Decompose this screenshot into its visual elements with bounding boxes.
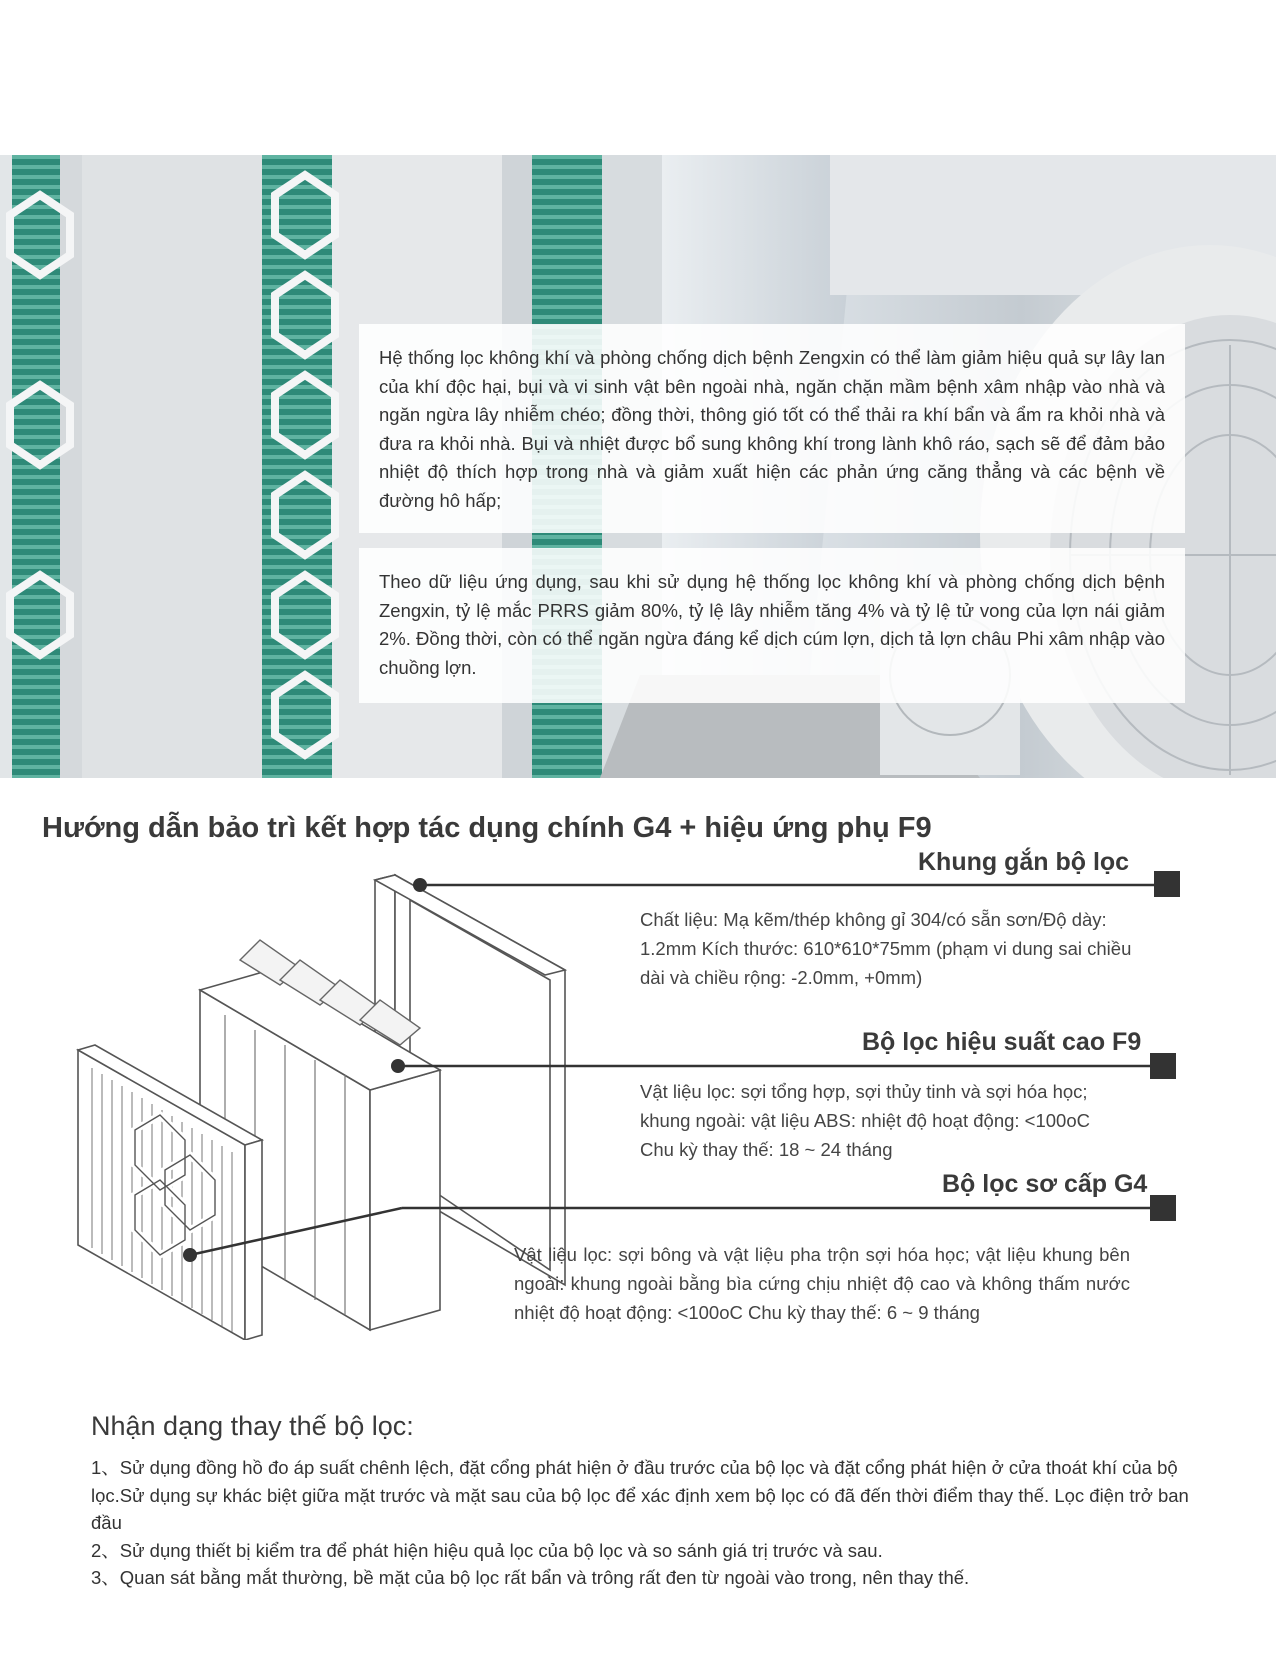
desc-f9-line-1: Vật liệu lọc: sợi tổng hợp, sợi thủy tinh và sợi hóa học; [640,1081,1088,1102]
intro-text-box [359,324,1185,533]
marker-dot-f9 [391,1059,405,1073]
desc-mounting-frame: Chất liệu: Mạ kẽm/thép không gỉ 304/có sẵn sơn/Độ dày: 1.2mm Kích thước: 610*610*75mm (phạm vi dung sai chiều dài và chiều rộng: -2.0mm, +0mm) [640,909,1132,988]
label-g4-filter: Bộ lọc sơ cấp G4 [942,1170,1148,1198]
list-item: 1、Sử dụng đồng hồ đo áp suất chênh lệch, đặt cổng phát hiện ở đầu trước của bộ lọc và đặt cổng phát hiện ở cửa thoát khí của bộ lọc.Sử dụng sự khác biệt giữa mặt trước và mặt sau của bộ lọc để xác định xem bộ lọc có đã đến thời điểm thay thế. Lọc điện trở ban đầu [91,1457,1189,1533]
marker-dot-frame [413,878,427,892]
desc-f9-filter [640,1077,1160,1164]
replacement-title: Nhận dạng thay thế bộ lọc: [91,1411,414,1441]
stats-text-box [359,548,1185,703]
desc-f9-line-3: Chu kỳ thay thế: 18 ~ 24 tháng [640,1139,893,1160]
marker-square-g4 [1150,1195,1176,1221]
label-mounting-frame: Khung gắn bộ lọc [918,848,1130,876]
replacement-list [91,1454,1191,1592]
section-title: Hướng dẫn bảo trì kết hợp tác dụng chính G4 + hiệu ứng phụ F9 [42,812,932,844]
marker-dot-g4 [183,1248,197,1262]
hero-photo [0,155,1276,778]
desc-g4-filter: Vật liệu lọc: sợi bông và vật liệu pha trộn sợi hóa học; vật liệu khung bên ngoài: khung ngoài bằng bìa cứng chịu nhiệt độ cao và không thấm nước nhiệt độ hoạt động: <100oC Chu kỳ thay thế: 6 ~ 9 tháng [514,1244,1130,1323]
filter-assembly-diagram [0,840,1276,1340]
list-item: 3、Quan sát bằng mắt thường, bề mặt của bộ lọc rất bẩn và trông rất đen từ ngoài vào trong, nên thay thế. [91,1567,970,1588]
desc-f9-line-2: khung ngoài: vật liệu ABS: nhiệt độ hoạt động: <100oC [640,1110,1090,1131]
label-f9-filter: Bộ lọc hiệu suất cao F9 [862,1028,1142,1056]
intro-paragraph: Hệ thống lọc không khí và phòng chống dịch bệnh Zengxin có thể làm giảm hiệu quả sự lây lan của khí độc hại, bụi và vi sinh vật bên ngoài nhà, ngăn chặn mầm bệnh xâm nhập vào nhà và ngăn ngừa lây nhiễm chéo; đồng thời, thông gió tốt có thể thải ra khí bẩn và ẩm ra khỏi nhà và đưa ra khỏi nhà. Bụi và nhiệt được bổ sung không khí trong lành khô ráo, sạch sẽ để đảm bảo nhiệt độ thích hợp trong nhà và giảm xuất hiện các phản ứng căng thẳng và các bệnh về đường hô hấp; [379,347,1165,511]
marker-square-frame [1154,871,1180,897]
marker-square-f9 [1150,1053,1176,1079]
list-item: 2、Sử dụng thiết bị kiểm tra để phát hiện hiệu quả lọc của bộ lọc và so sánh giá trị trước và sau. [91,1539,883,1561]
stats-paragraph: Theo dữ liệu ứng dụng, sau khi sử dụng hệ thống lọc không khí và phòng chống dịch bệnh Zengxin, tỷ lệ mắc PRRS giảm 80%, tỷ lệ lây nhiễm tăng 4% và tỷ lệ tử vong của lợn nái giảm 2%. Đồng thời, còn có thể ngăn ngừa đáng kể dịch cúm lợn, dịch tả lợn châu Phi xâm nhập vào chuồng lợn. [379,571,1165,678]
